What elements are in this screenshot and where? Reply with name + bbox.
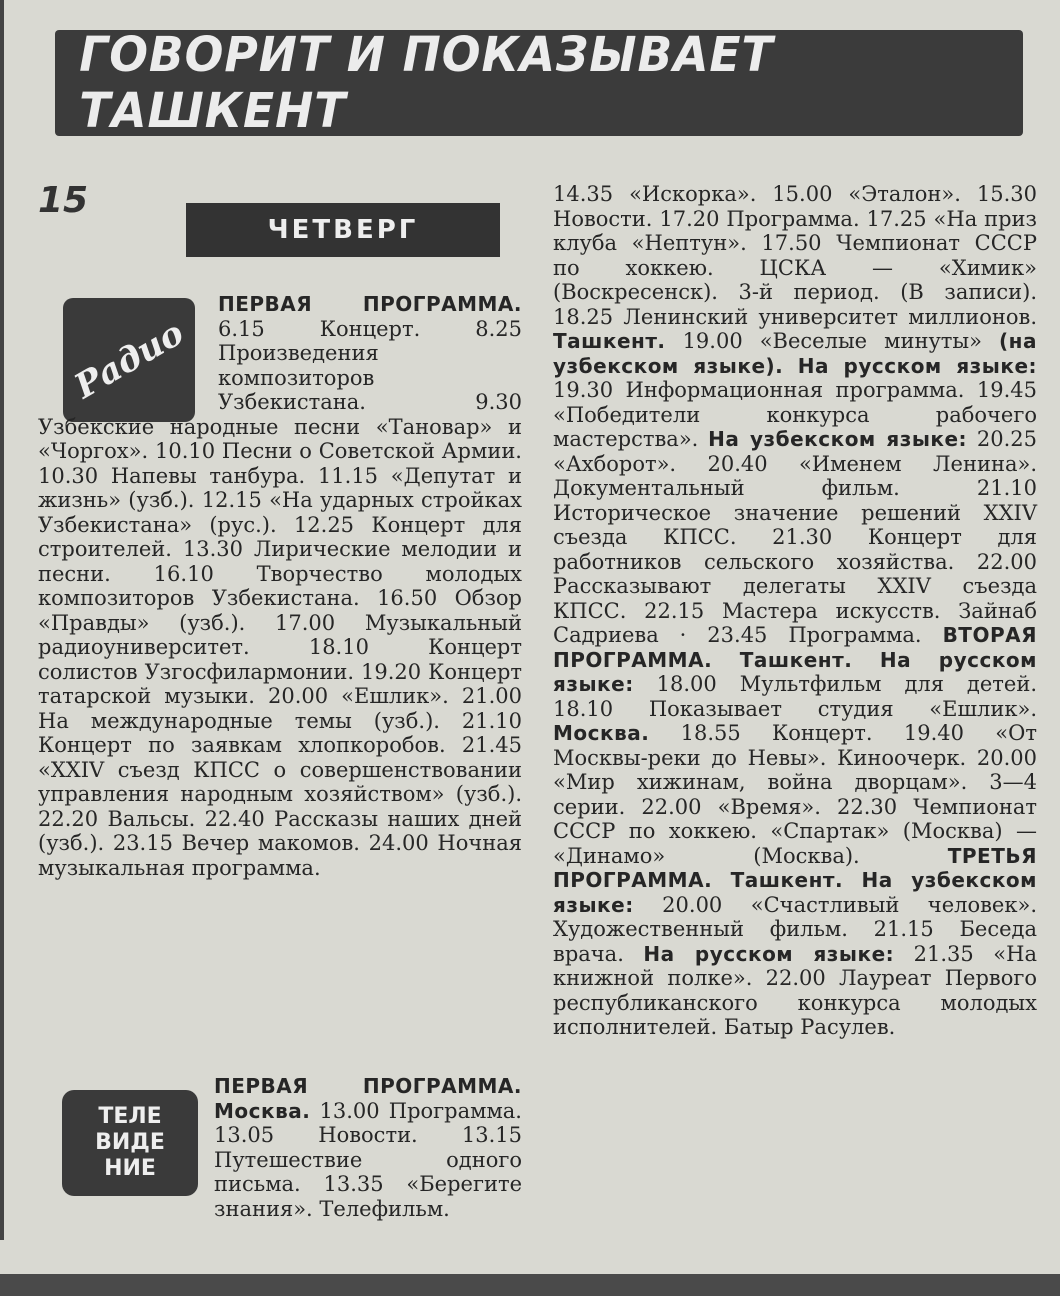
tv-schedule-left (38, 1074, 522, 1244)
tv-logo-line-3: НИЕ (104, 1156, 156, 1181)
tv-text-part-8: 21.35 «На книжной полке». 22.00 Лауреат Первого республиканского конкурса молодых исполнителей. Батыр Расулев. (553, 941, 1037, 1039)
tv-schedule-right (553, 182, 1037, 1040)
day-number: 15 (38, 180, 89, 221)
tv-bold-part-2: (на узбекском языке). На русском языке: (553, 329, 1037, 378)
tv-bold-part-3: На узбекском языке: (708, 427, 968, 451)
tv-program-heading: ПЕРВАЯ ПРОГРАММА. Москва. (214, 1074, 522, 1123)
radio-program-heading: ПЕРВАЯ ПРОГРАММА. (218, 292, 522, 316)
tv-bold-part-5: Москва. (553, 721, 650, 745)
radio-schedule (38, 292, 522, 880)
tv-bold-part-1: Ташкент. (553, 329, 666, 353)
day-name-label: ЧЕТВЕРГ (186, 203, 500, 257)
tv-logo-space (38, 1074, 214, 1244)
tv-text-part-2: 19.00 «Веселые минуты» (682, 329, 982, 353)
tv-bold-part-7: На русском языке: (643, 941, 895, 966)
radio-program-text: 6.15 Концерт. 8.25 Произведения композиторов Узбекистана. 9.30 Узбекские народные песни «Тановар» и «Чоргох». 10.10 Песни о Советской Армии. 10.30 Напевы танбура. 11.15 «Депутат и жизнь» (узб.). 12.15 «На ударных стройках Узбекистана» (рус.). 12.25 Концерт для строителей. 13.30 Лирические мелодии и песни. 16.10 Творчество молодых композиторов Узбекистана. 16.50 Обзор «Правды» (узб.). 17.00 Музыкальный радиоуниверситет. 18.10 Концерт солистов Узгосфилармонии. 19.20 Концерт татарской музыки. 20.00 «Ешлик». 21.00 На международные темы (узб.). 21.10 Концерт по заявкам хлопкоробов. 21.45 «XXIV съезд КПСС о совершенствовании управления народным хозяйством» (узб.). 22.20 Вальсы. 22.40 Рассказы наших дней (узб.). 23.15 Вечер макомов. 24.00 Ночная музыкальная программа. (38, 316, 522, 880)
page-left-edge (0, 0, 4, 1240)
tv-text-part-7: 20.00 «Счастливый человек». Художественный фильм. 21.15 Беседа врача. (553, 892, 1037, 966)
tv-logo-line-2: ВИДЕ (95, 1130, 165, 1155)
tv-text-part-1: 14.35 «Искорка». 15.00 «Эталон». 15.30 Новости. 17.20 Программа. 17.25 «На приз клуба «Нептун». 17.50 Чемпионат СССР по хоккею. ЦСКА — «Химик» (Воскресенск). 3-й период. (В записи). 18.25 Ленинский университет миллионов. (553, 182, 1037, 329)
radio-logo-text: Радио (67, 313, 191, 407)
tv-text-part-6: 18.55 Концерт. 19.40 «От Москвы-реки до Невы». Киноочерк. 20.00 «Мир хижинам, война дворцам». 3—4 серии. 22.00 «Время». 22.30 Чемпионат СССР по хоккею. «Спартак» (Москва) — «Динамо» (Москва). (553, 721, 1037, 868)
banner-title: ГОВОРИТ И ПОКАЗЫВАЕТ ТАШКЕНТ (79, 27, 774, 139)
tv-logo-line-1: ТЕЛЕ (98, 1104, 162, 1129)
radio-logo-space (38, 292, 218, 412)
tv-program-text-left: 13.00 Программа. 13.05 Новости. 13.15 Путешествие одного письма. 13.35 «Берегите знания». Телефильм. (214, 1098, 522, 1221)
tv-text-part-4: 20.25 «Ахборот». 20.40 «Именем Ленина». Документальный фильм. 21.10 Историческое значение решений XXIV съезда КПСС. 21.30 Концерт для работников сельского хозяйства. 22.00 Рассказывают делегаты XXIV съезда КПСС. 22.15 Мастера искусств. Зайнаб Садриева · 23.45 Программа. (553, 427, 1037, 647)
tv-bold-part-4: ВТОРАЯ ПРОГРАММА. Ташкент. На русском языке: (553, 623, 1037, 696)
header-banner (55, 27, 1023, 139)
page-bottom-edge (0, 1274, 1060, 1296)
tv-text-part-5: 18.00 Мультфильм для детей. 18.10 Показывает студия «Ешлик». (553, 672, 1037, 721)
tv-bold-part-6: ТРЕТЬЯ ПРОГРАММА. Ташкент. На узбекском языке: (553, 843, 1037, 917)
tv-text-part-3: 19.30 Информационная программа. 19.45 «Победители конкурса рабочего мастерства». (553, 378, 1037, 451)
